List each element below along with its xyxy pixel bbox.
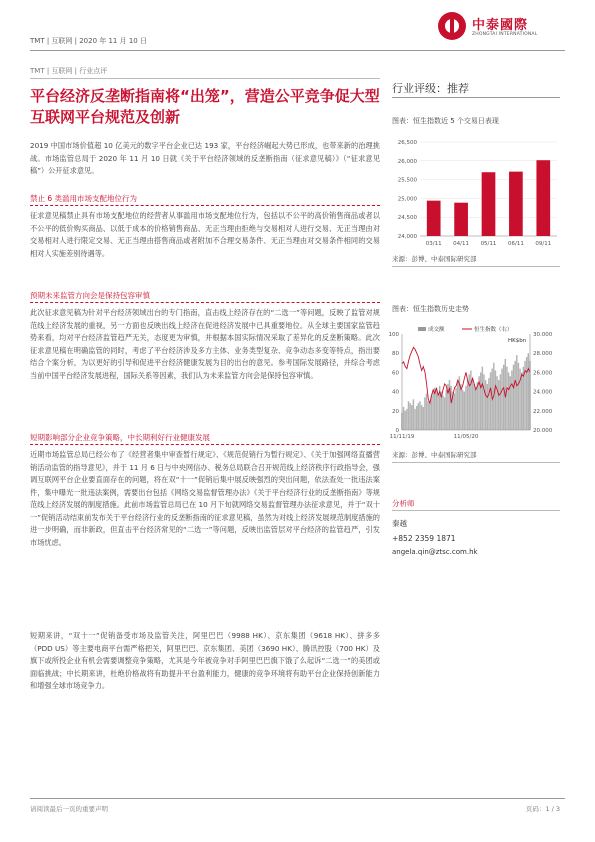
volume-bar (424, 397, 425, 430)
volume-bar (464, 392, 465, 430)
x-tick-label: 03/11 (425, 241, 442, 247)
hsi-history-chart (380, 322, 565, 447)
page-title: 平台经济反垄断指南将“出笼”，营造公平竞争促大型互联网平台规范及创新 (30, 87, 380, 126)
legend-swatch-volume (418, 327, 426, 331)
volume-bar (419, 401, 420, 430)
bar (454, 203, 468, 236)
x-tick-label: 11/11/19 (389, 434, 415, 440)
volume-bar (465, 386, 466, 430)
section-heading-1: 禁止 6 类滥用市场支配地位行为 (30, 194, 138, 203)
section-body-3b: 短期来讲，“双十一”促销备受市场及监管关注，阿里巴巴（9988 HK）、京东集团（9618 HK）、拼多多（PDD US）等主要电商平台需严格把关，阿里巴巴、京东集团、美团（3690 HK）、腾讯控股（700 HK）及旗下或所投企业有机会需要调整竞争策略，尤其是今年被竞争对手阿里巴巴旗下饿了么起诉“二选一”的美团或面临挑战；中长期来讲，杜绝价格战将有助提升平台盈利能力，健康的竞争环境将有助平台企业保持创新能力和增强全球市场竞争力。 (30, 631, 380, 690)
volume-bar (508, 372, 509, 430)
legend-label: 恒生指数（右） (474, 327, 513, 333)
volume-bar (413, 399, 414, 430)
footer-divider (30, 798, 565, 799)
footer-page-number: 页码：1 / 3 (525, 805, 560, 813)
right-tick-label: 30.000 (533, 332, 553, 338)
volume-bar (454, 394, 455, 430)
volume-bar (503, 365, 504, 430)
section-divider-2 (30, 302, 380, 303)
volume-bar (426, 394, 427, 430)
section-heading-3: 短期影响部分企业竞争策略，中长期利好行业健康发展 (30, 433, 210, 442)
volume-bar (431, 395, 432, 430)
right-tick-label: 20.000 (533, 428, 553, 434)
volume-bar (487, 384, 488, 430)
analyst-email[interactable]: angela.qin@ztsc.com.hk (392, 548, 478, 556)
volume-bar (514, 361, 515, 430)
figure1-title: 图表：恒生指数近 5 个交易日表现 (392, 117, 499, 125)
volume-bar (455, 388, 456, 430)
industry-rating: 行业评级：推荐 (392, 82, 469, 95)
figure2-divider (392, 462, 560, 463)
volume-bar (408, 401, 409, 430)
x-tick-label: 05/11 (480, 241, 497, 247)
volume-bar (496, 376, 497, 430)
volume-bar (442, 395, 443, 430)
x-tick-label: 04/11 (453, 241, 470, 247)
figure2-title: 图表：恒生指数历史走势 (392, 305, 469, 313)
volume-bar (470, 370, 471, 430)
header-divider (30, 50, 565, 51)
x-tick-label: 11/05/20 (453, 434, 479, 440)
subnav-divider (30, 78, 380, 79)
section-body-1: 征求意见稿禁止具有市场支配地位的经营者从事滥用市场支配地位行为，包括以不公平的高价销售商品或者以不公平的低价购买商品、以低于成本的价格销售商品、无正当理由拒绝与交易相对人进行交易、无正当理由对交易相对人进行限定交易、无正当理由搭售商品或者附加不合理交易条件、无正当理由对交易条件相同的交易相对人实施差别待遇等。 (30, 211, 380, 258)
volume-bar (414, 409, 415, 430)
left-tick-label: 20 (392, 408, 399, 415)
volume-bar (495, 370, 496, 430)
volume-bar (444, 397, 445, 430)
volume-bar (437, 394, 438, 430)
volume-bar (498, 380, 499, 430)
volume-bar (411, 405, 412, 430)
volume-bar (511, 370, 512, 430)
volume-bar (480, 372, 481, 430)
volume-bar (449, 380, 450, 430)
volume-bar (404, 411, 405, 430)
volume-bar (518, 363, 519, 430)
logo-cn-text: 中泰國際 (472, 18, 529, 33)
y-tick-label: 25,500 (397, 177, 417, 184)
bar (536, 160, 550, 236)
intro-paragraph: 2019 中国市场价值超 10 亿美元的数字平台企业已达 193 家，平台经济崛起大势已形成，也带来新的治理挑战。市场监管总局于 2020 年 11 月 10 日就《关于平台经济领域的反垄断指南（征求意见稿）》（“征求意见稿”）公开征求意见。 (30, 141, 380, 175)
footer-disclaimer: 请阅读最后一页的重要声明 (30, 805, 108, 813)
section-body-3: 近期市场监管总局已经公布了《经营者集中审查暂行规定》、《规范促销行为暂行规定》、《关于加强网络直播营销活动监管的指导意见》，并于 11 月 6 日与中央网信办、税务总局联合召开规范线上经济秩序行政指导会，强调互联网平台企业要直面存在的问题，将在双“十一”促销后集中展反映强烈的突出问题，依法查处一批违法案件，集中曝光一批违法案例，需要出台包括《网络交易监督管理办法》《关于平台经济行业的反垄断指南》等规范线上经济发展的制度措施。此前市场监管总局已在 10 月下旬就网络交易监督管理办法征求意见，并于“双十一”促销活动结束前发布关于平台经济行业的反垄断指南的征求意见稿，虽然为对线上经济发展规范制度措施的进一步明确，而非新政，但直击平台经济常见的“二选一”等问题，反映出监管层对平台经济的监管趋严，引发市场忧虑。 (30, 450, 380, 547)
volume-bar (477, 382, 478, 430)
right-tick-label: 24.000 (533, 389, 553, 396)
bar (427, 201, 441, 236)
left-tick-label: 80 (392, 351, 399, 358)
bar (509, 172, 523, 236)
volume-bar (416, 406, 417, 430)
volume-bar (423, 407, 424, 430)
left-tick-label: 40 (392, 389, 399, 396)
figure1-divider (392, 266, 560, 267)
logo-icon (438, 12, 466, 40)
volume-bar (526, 357, 527, 430)
header-breadcrumb: TMT | 互联网 | 2020 年 11 月 10 日 (30, 37, 147, 45)
volume-bar (462, 390, 463, 430)
volume-bar (501, 369, 502, 430)
volume-bar (450, 386, 451, 430)
left-tick-label: 100 (388, 332, 399, 338)
section-body-2: 此次征求意见稿为针对平台经济领域出台的专门指南，直击线上经济存在的“二选一”等问题，反映了监管对规范线上经济发展的重视，另一方面也反映出线上经济在促进经济发展中已具重要地位。从全球主要国家监管趋势来看，均对平台经济监管趋严无关，态度更为审慎，并根据本国实际情况采取了差异化的反垄断策略。此次征求意见稿在明确监管的同时，考虑了平台经济涉及多方主体、业务类型复杂、竞争动态多变等特点，指出要结合个案分析，为以更好的引导和促进平台经济健康发展为目的出台的意见。参考国际发展路径，并综合考虑当前中国平台经济发展进程，国际关系等因素，我们认为未来监管方向会是保持包容审慎。 (30, 308, 380, 380)
volume-bar (485, 380, 486, 430)
company-logo (438, 10, 568, 44)
right-tick-label: 26.000 (533, 370, 553, 377)
volume-bar (482, 367, 483, 430)
volume-bar (418, 403, 419, 430)
volume-bar (473, 384, 474, 430)
volume-bar (509, 376, 510, 430)
volume-bar (528, 353, 529, 430)
volume-bar (403, 407, 404, 430)
volume-bar (409, 403, 410, 430)
volume-bar (429, 403, 430, 430)
analyst-divider (392, 510, 560, 511)
analyst-name: 秦越 (392, 519, 407, 528)
hsi-5day-bar-chart (392, 136, 562, 251)
volume-bar (475, 388, 476, 430)
bar (482, 172, 496, 236)
y-tick-label: 25,000 (397, 196, 417, 203)
volume-bar (488, 378, 489, 430)
section-divider-3 (30, 444, 380, 445)
logo-en-text: ZHONGTAI INTERNATIONAL (472, 32, 538, 37)
figure2-source: 来源：彭博、中泰国际研究部 (392, 451, 477, 459)
rating-divider (392, 97, 560, 98)
right-tick-label: 28.000 (533, 351, 553, 358)
volume-bar (521, 372, 522, 430)
volume-bar (472, 378, 473, 430)
y-tick-label: 26,500 (397, 140, 417, 146)
y-tick-label: 24,500 (397, 215, 417, 222)
x-tick-label: 06/11 (507, 241, 524, 247)
volume-bar (445, 390, 446, 430)
unit-label: HK$bn (508, 338, 527, 344)
legend-label: 成交额 (428, 327, 445, 333)
volume-bar (467, 380, 468, 430)
left-tick-label: 60 (392, 370, 399, 377)
right-tick-label: 22.000 (533, 408, 553, 415)
volume-bar (506, 367, 507, 430)
analyst-label: 分析师 (392, 499, 415, 508)
volume-bar (436, 390, 437, 430)
volume-bar (490, 372, 491, 430)
subnav-breadcrumb: TMT | 互联网 | 行业点评 (30, 67, 108, 75)
volume-bar (406, 409, 407, 430)
volume-bar (483, 374, 484, 430)
figure1-source: 来源：彭博、中泰国际研究部 (392, 255, 477, 263)
volume-bar (421, 405, 422, 430)
volume-bar (500, 374, 501, 430)
volume-bar (516, 355, 517, 430)
section-divider-1 (30, 205, 380, 206)
volume-bar (432, 392, 433, 430)
y-tick-label: 26,000 (397, 158, 417, 165)
x-tick-label: 09/11 (535, 241, 552, 247)
volume-bar (457, 382, 458, 430)
y-tick-label: 24,000 (397, 234, 417, 240)
analyst-phone: +852 2359 1871 (392, 534, 456, 543)
volume-bar (513, 365, 514, 430)
volume-bar (427, 401, 428, 430)
section-heading-2: 预期未来监管方向会是保持包容审慎 (30, 291, 150, 300)
left-tick-label: 0 (395, 428, 399, 434)
